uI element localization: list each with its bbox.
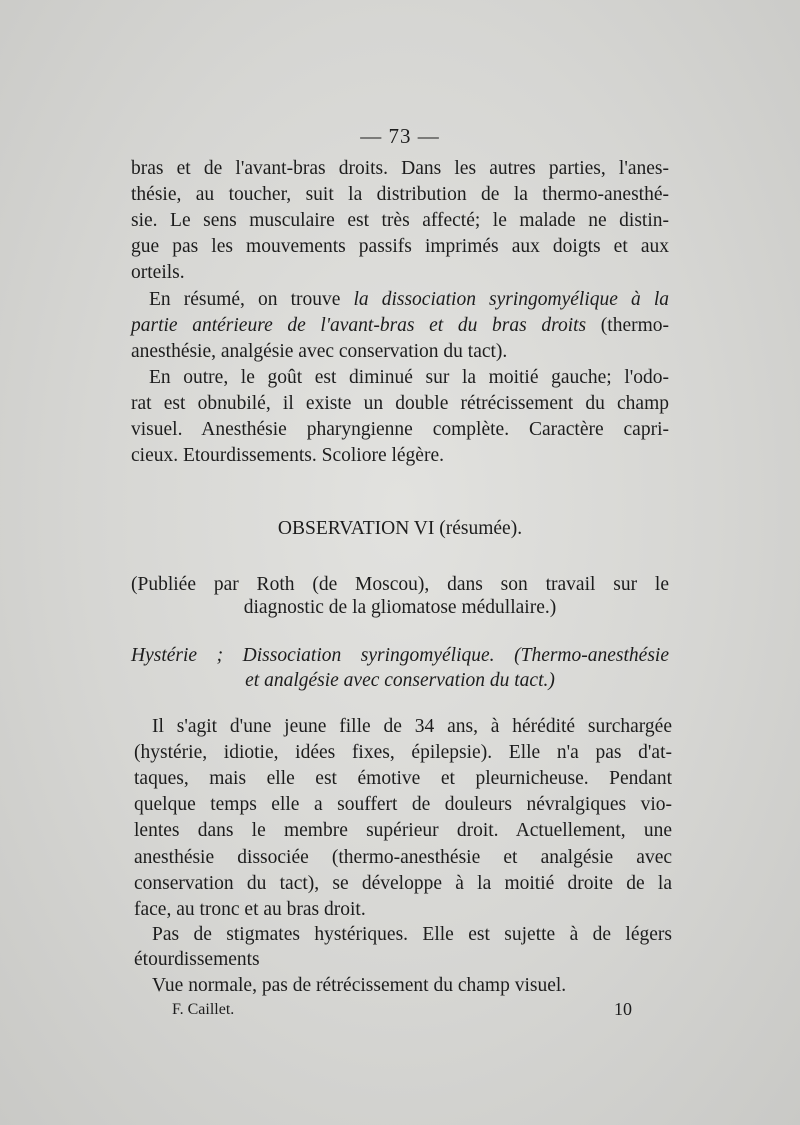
para4-line-2: (hystérie, idiotie, idées fixes, épilepsie). Elle n'a pas d'at- (134, 742, 672, 763)
para5-line-1: Pas de stigmates hystériques. Elle est sujette à de légers (152, 924, 672, 945)
para1-line-5: orteils. (131, 262, 185, 283)
para1-line-3: sie. Le sens musculaire est très affecté; le malade ne distin- (131, 210, 669, 231)
footer-sheet-number: 10 (614, 999, 632, 1019)
para2-line-1-normal: En résumé, on trouve (149, 289, 341, 310)
para3-line-3: visuel. Anesthésie pharyngienne complète. Caractère capri- (131, 419, 669, 440)
para2-line-3: anesthésie, analgésie avec conservation du tact). (131, 341, 508, 362)
observation-summary-line-2: et analgésie avec conservation du tact.) (245, 670, 555, 691)
para6-line: Vue normale, pas de rétrécissement du champ visuel. (152, 975, 567, 996)
para4-line-8: face, au tronc et au bras droit. (134, 899, 366, 920)
observation-source-line-2: diagnostic de la gliomatose médullaire.) (243, 597, 557, 618)
para3-line-1: En outre, le goût est diminué sur la moitié gauche; l'odo- (149, 367, 669, 388)
para1-line-2: thésie, au toucher, suit la distribution de la thermo-anesthé- (131, 184, 669, 205)
observation-title: OBSERVATION VI (résumée). (277, 518, 523, 539)
para3-line-2: rat est obnubilé, il existe un double rétrécissement du champ (131, 393, 669, 414)
para4-line-3: taques, mais elle est émotive et pleurnicheuse. Pendant (134, 768, 672, 789)
para4-line-6: anesthésie dissociée (thermo-anesthésie et analgésie avec (134, 847, 672, 868)
para2-line-1-italic: la dissociation syringomyélique à la (353, 289, 669, 310)
page-number: — 73 — (360, 124, 440, 148)
para4-line-4: quelque temps elle a souffert de douleurs névralgiques vio- (134, 794, 672, 815)
observation-summary-line-1: Hystérie ; Dissociation syringomyélique. (Thermo-anesthésie (131, 645, 669, 666)
para1-line-4: gue pas les mouvements passifs imprimés aux doigts et aux (131, 236, 669, 257)
para2-line-1 (149, 287, 669, 313)
para4-line-5: lentes dans le membre supérieur droit. Actuellement, une (134, 820, 672, 841)
para2-line-2-normal: (thermo- (600, 315, 670, 336)
para3-line-4: cieux. Etourdissements. Scoliore légère. (131, 445, 444, 466)
observation-source-line-1: (Publiée par Roth (de Moscou), dans son travail sur le (131, 574, 669, 595)
para2-line-2 (131, 313, 669, 339)
para2-line-2-italic: partie antérieure de l'avant-bras et du bras droits (131, 315, 587, 336)
para4-line-7: conservation du tact), se développe à la moitié droite de la (134, 873, 672, 894)
para1-line-1: bras et de l'avant-bras droits. Dans les autres parties, l'anes- (131, 158, 669, 179)
para4-line-1: Il s'agit d'une jeune fille de 34 ans, à hérédité surchargée (152, 716, 672, 737)
para5-line-2: étourdissements (134, 949, 260, 970)
footer-author: F. Caillet. (172, 1001, 235, 1018)
